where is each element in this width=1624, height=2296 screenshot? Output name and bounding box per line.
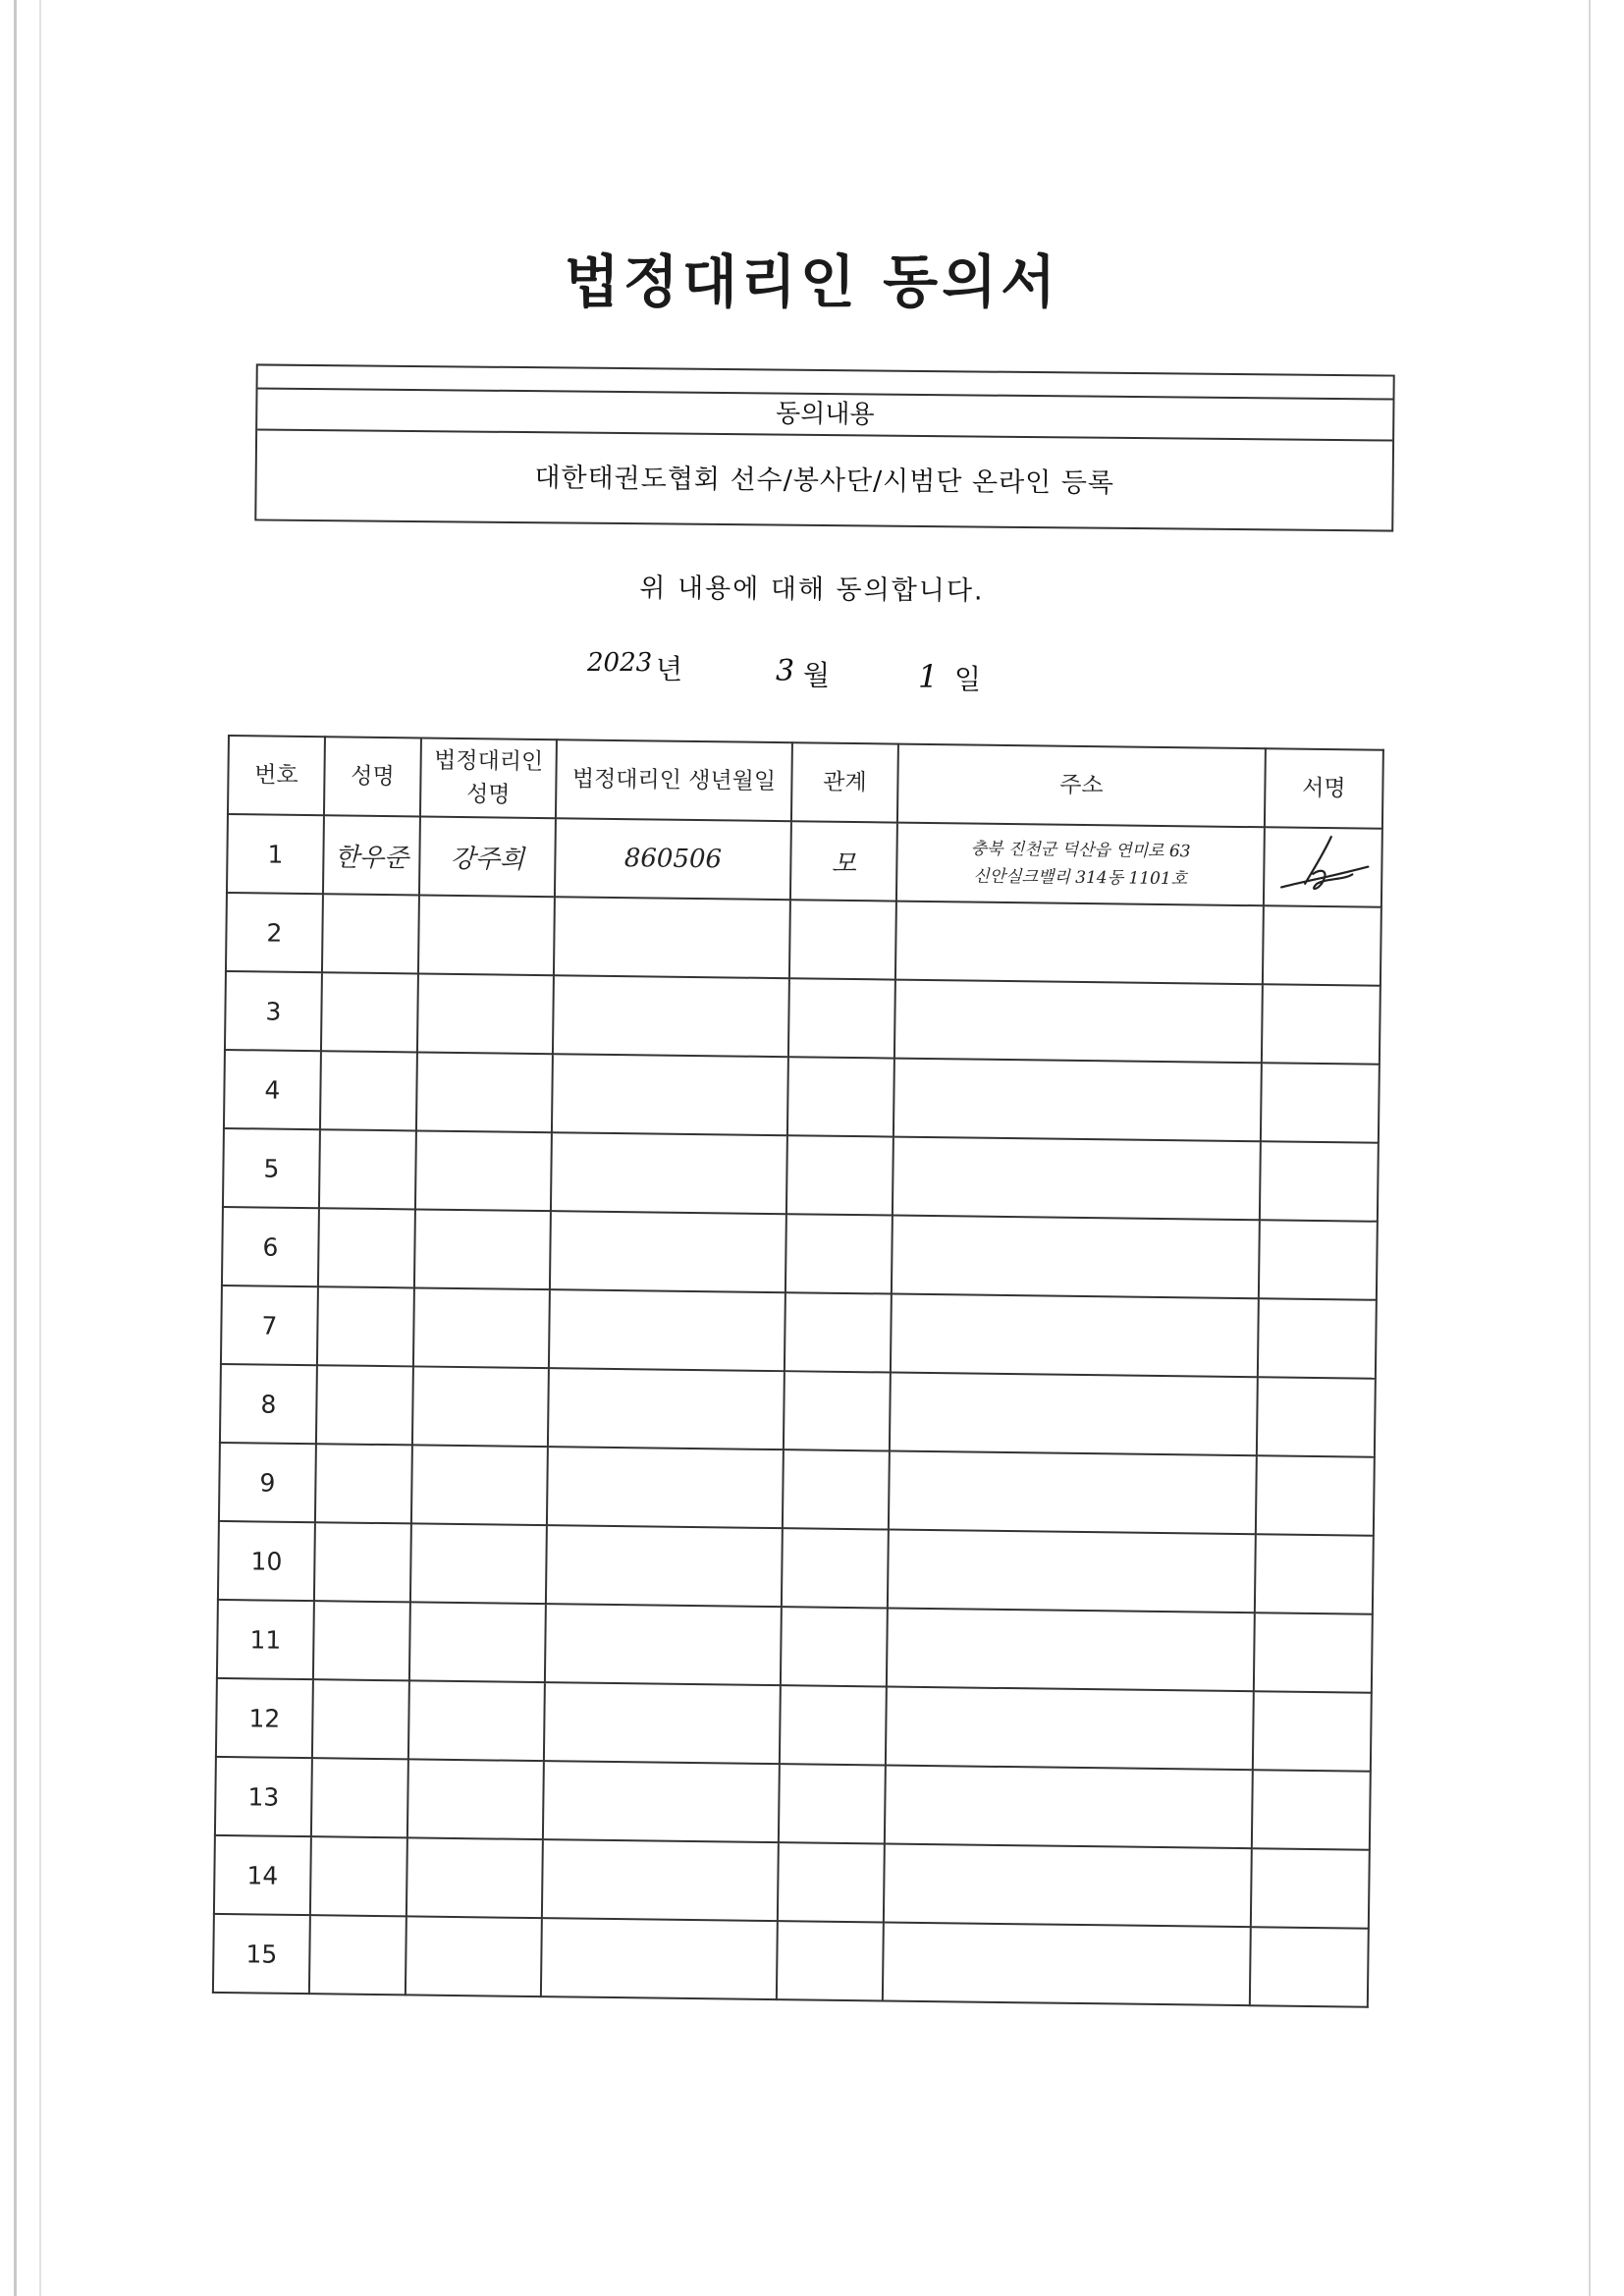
table-row (227, 814, 1382, 907)
header-name: 성명 (324, 737, 421, 816)
consent-content-text: 대한태권도협회 선수/봉사단/시범단 온라인 등록 (534, 463, 1115, 499)
guardian-registration-table (212, 735, 1384, 2008)
date-day-handwritten: 1 (918, 658, 939, 695)
header-guardian-name: 법정대리인 성명 (420, 738, 557, 818)
date-month-handwritten: 3 (776, 654, 795, 688)
row-number: 6 (222, 1207, 319, 1286)
scan-edge-shadow (14, 0, 17, 2296)
table-row (220, 1364, 1376, 1457)
header-signature: 서명 (1265, 748, 1383, 829)
table-row (216, 1678, 1372, 1772)
row-number: 14 (214, 1835, 311, 1915)
row-name-handwritten: 한우준 (323, 815, 420, 895)
address-line-1: 충북 진천군 덕산읍 연미로 63 (970, 839, 1191, 862)
table-row (219, 1443, 1375, 1536)
table-row (222, 1207, 1378, 1300)
row-number: 13 (215, 1757, 312, 1836)
row-number: 4 (224, 1050, 321, 1129)
row-signature (1264, 827, 1382, 907)
table-row (223, 1128, 1379, 1222)
table-header-row (228, 736, 1383, 829)
address-line-2: 신안실크밸리 314동 1101호 (973, 866, 1188, 890)
date-day-label: 일 (954, 663, 982, 695)
row-guardian-name-handwritten: 강주희 (419, 816, 556, 897)
table-row (217, 1600, 1373, 1693)
row-number: 9 (219, 1443, 316, 1522)
document-title: 법정대리인 동의서 (564, 248, 1060, 315)
row-guardian-birth-handwritten: 860506 (555, 818, 791, 900)
table-row (226, 893, 1381, 986)
guardian-table-container (212, 735, 1382, 2018)
signing-date (0, 648, 1624, 697)
row-number: 5 (223, 1128, 320, 1208)
row-number: 8 (220, 1364, 317, 1444)
table-row (221, 1285, 1377, 1379)
row-number: 3 (225, 971, 322, 1051)
row-number: 11 (217, 1600, 314, 1679)
consent-heading: 동의내용 (257, 387, 1392, 441)
table-row (215, 1757, 1371, 1850)
row-number: 1 (227, 814, 324, 894)
scan-edge-shadow-inner (39, 0, 41, 2296)
table-row (213, 1914, 1369, 2007)
table-row (218, 1521, 1374, 1614)
row-number: 12 (216, 1678, 313, 1758)
header-guardian-birth: 법정대리인 생년월일 (556, 739, 792, 821)
table-row (214, 1835, 1370, 1929)
header-address: 주소 (897, 744, 1266, 828)
date-year-label: 년 (656, 653, 683, 685)
header-relation: 관계 (791, 742, 898, 822)
row-address-handwritten (896, 823, 1265, 906)
row-number: 7 (221, 1285, 318, 1365)
table-row (225, 971, 1380, 1065)
date-year-handwritten: 2023 (587, 648, 653, 678)
consent-content-box (254, 363, 1394, 531)
date-month-label: 월 (803, 659, 831, 691)
table-row (224, 1050, 1380, 1143)
row-number: 10 (218, 1521, 315, 1601)
header-number: 번호 (228, 736, 325, 815)
row-relation-handwritten: 모 (790, 821, 897, 901)
handwritten-signature-icon (1273, 832, 1373, 902)
row-number: 2 (226, 893, 323, 972)
scan-edge-shadow-right (1589, 0, 1591, 2296)
agreement-statement: 위 내용에 대해 동의합니다. (639, 573, 985, 607)
row-number: 15 (213, 1914, 310, 1994)
